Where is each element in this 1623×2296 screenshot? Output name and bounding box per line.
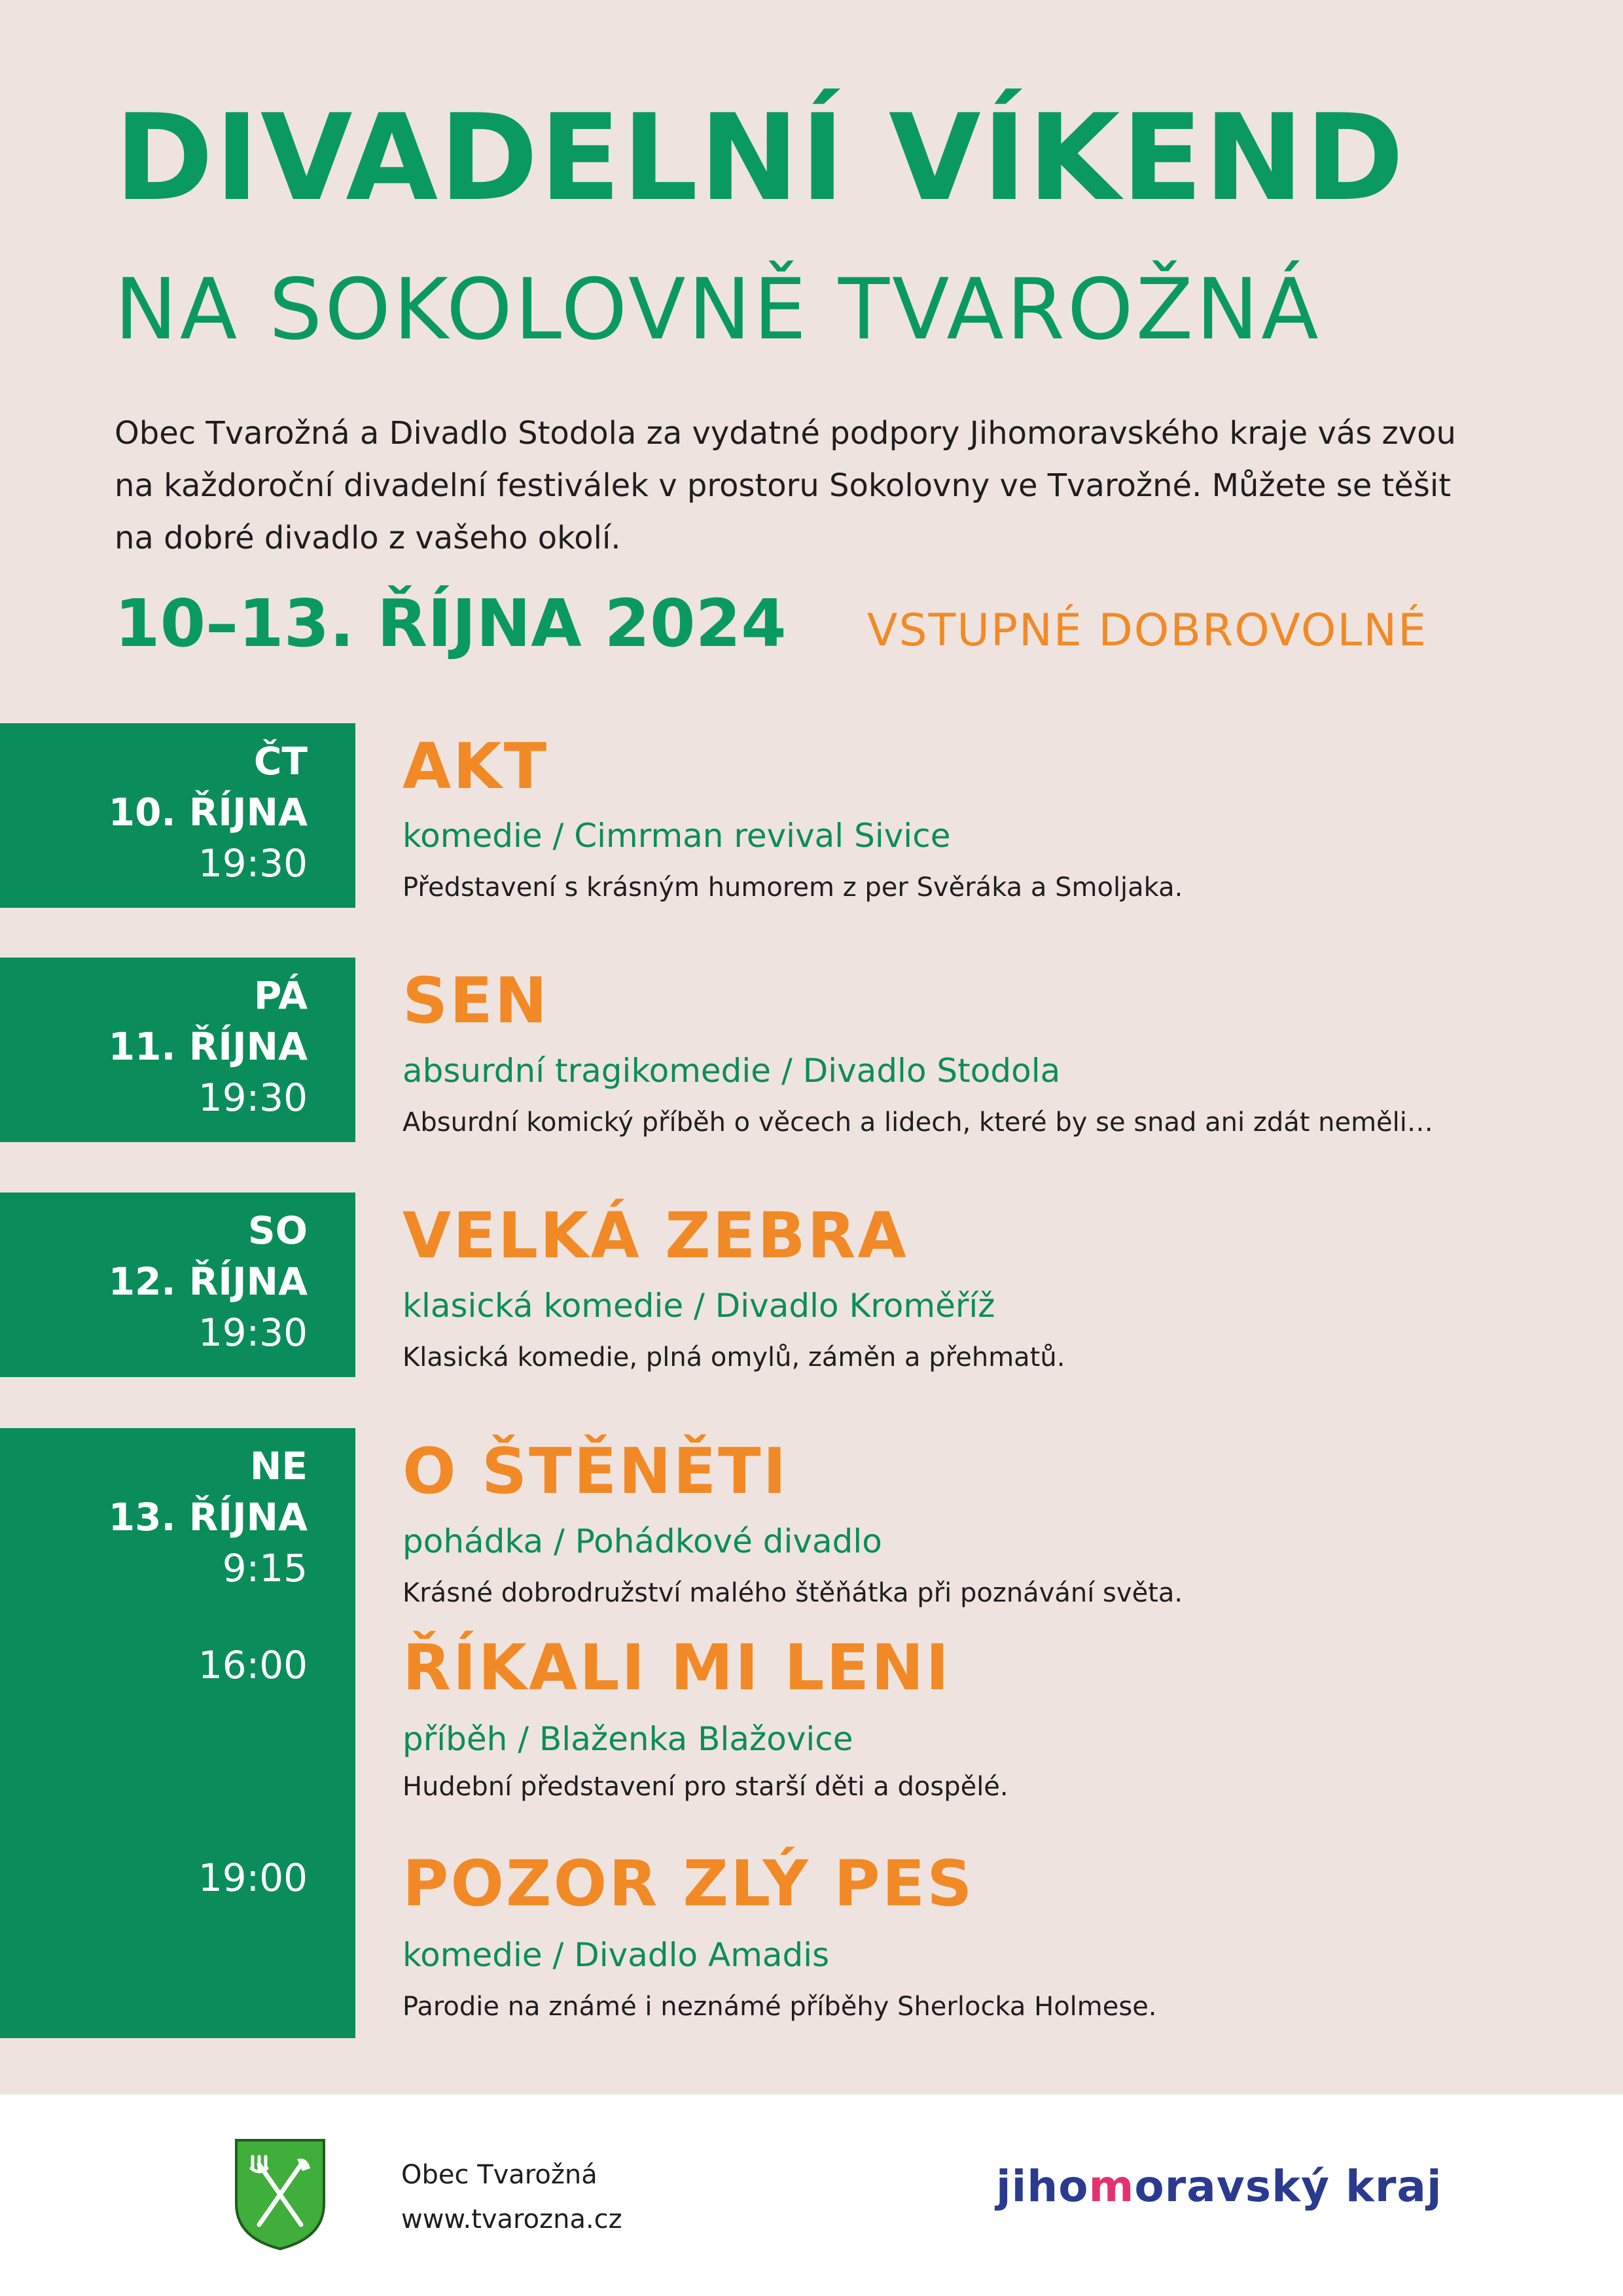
day-date: 12. ŘÍJNA [108, 1259, 308, 1304]
footer [0, 2094, 1623, 2296]
event-genre: komedie / Divadlo Amadis [402, 1936, 830, 1974]
day-date: 11. ŘÍJNA [108, 1024, 308, 1069]
event-time: 9:15 [222, 1546, 308, 1590]
event-title: O ŠTĚNĚTI [402, 1435, 789, 1508]
day-date: 13. ŘÍJNA [108, 1495, 308, 1539]
day-box-thursday [0, 723, 355, 908]
event-title: VELKÁ ZEBRA [402, 1199, 908, 1272]
intro-line: na dobré divadlo z vašeho okolí. [115, 520, 621, 556]
intro-line: Obec Tvarožná a Divadlo Stodola za vydatné podpory Jihomoravského kraje vás zvou [115, 415, 1456, 452]
entry-fee-note: VSTUPNÉ DOBROVOLNÉ [867, 605, 1428, 656]
page-subtitle: NA SOKOLOVNĚ TVAROŽNÁ [115, 261, 1321, 359]
logo-text-part: oravský kraj [1134, 2161, 1442, 2212]
event-description: Parodie na známé i neznámé příběhy Sherlocka Holmese. [402, 1992, 1157, 2022]
event-title: ŘÍKALI MI LENI [402, 1631, 952, 1704]
jihomoravsky-kraj-logo [996, 2161, 1442, 2212]
day-box-friday [0, 958, 355, 1142]
event-description: Krásné dobrodružství malého štěňátka při poznávání světa. [402, 1578, 1183, 1608]
day-date: 10. ŘÍJNA [108, 790, 308, 834]
event-description: Hudební představení pro starší děti a dospělé. [402, 1772, 1008, 1802]
logo-text-accent: m [1088, 2161, 1135, 2212]
event-time: 16:00 [198, 1643, 308, 1687]
event-time: 19:30 [198, 1075, 308, 1120]
intro-line: na každoroční divadelní festiválek v prostoru Sokolovny ve Tvarožné. Můžete se těšit [115, 467, 1452, 504]
event-title: SEN [402, 964, 550, 1037]
day-weekday: NE [249, 1444, 308, 1488]
event-genre: příběh / Blaženka Blažovice [402, 1720, 853, 1758]
intro-paragraph [115, 407, 1528, 564]
day-weekday: SO [247, 1208, 308, 1253]
event-genre: pohádka / Pohádkové divadlo [402, 1522, 882, 1560]
page-title: DIVADELNÍ VÍKEND [115, 88, 1406, 227]
event-description: Absurdní komický příběh o věcech a lidech, které by se snad ani zdát neměli… [402, 1107, 1433, 1138]
event-time: 19:00 [198, 1856, 308, 1900]
day-box-saturday [0, 1193, 355, 1377]
municipal-coat-of-arms-icon [234, 2138, 326, 2251]
event-title: POZOR ZLÝ PES [402, 1847, 974, 1920]
event-time: 19:30 [198, 841, 308, 886]
day-weekday: PÁ [253, 973, 308, 1018]
event-description: Klasická komedie, plná omylů, záměn a přehmatů. [402, 1342, 1065, 1372]
event-time: 19:30 [198, 1310, 308, 1355]
event-genre: absurdní tragikomedie / Divadlo Stodola [402, 1052, 1061, 1090]
event-genre: komedie / Cimrman revival Sivice [402, 817, 951, 855]
festival-dates: 10–13. ŘÍJNA 2024 [115, 585, 787, 662]
event-title: AKT [402, 730, 549, 803]
municipality-name: Obec Tvarožná [401, 2160, 597, 2190]
municipality-website[interactable]: www.tvarozna.cz [401, 2204, 622, 2234]
day-box-sunday [0, 1428, 355, 2038]
day-weekday: ČT [253, 739, 308, 783]
event-genre: klasická komedie / Divadlo Kroměříž [402, 1287, 995, 1325]
event-description: Představení s krásným humorem z per Svěráka a Smoljaka. [402, 872, 1183, 903]
logo-text-part: jiho [996, 2161, 1089, 2212]
